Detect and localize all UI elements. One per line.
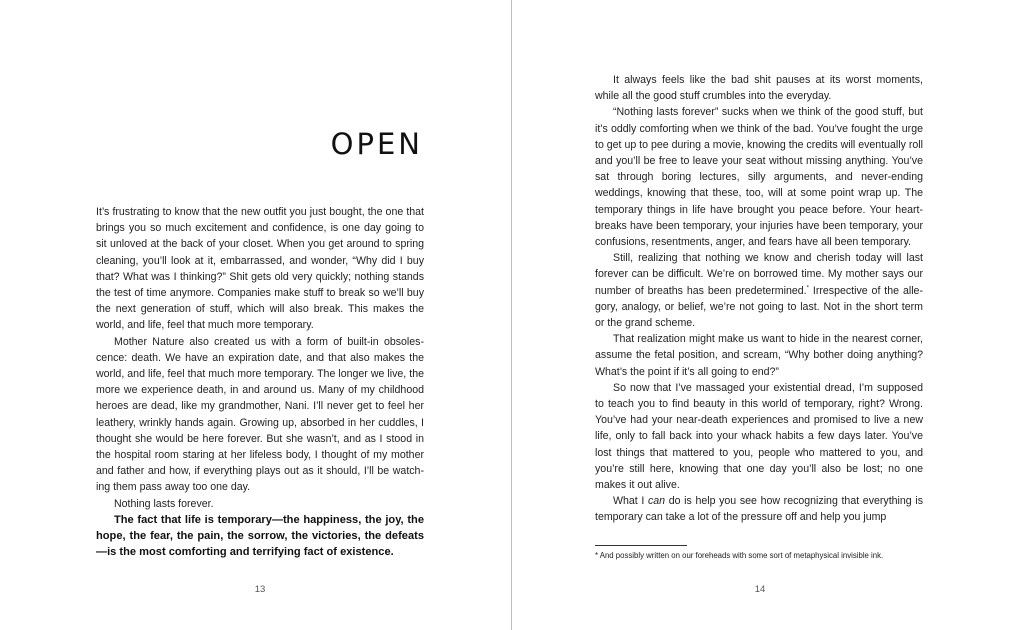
paragraph: “Nothing lasts forever” sucks when we think of the good stuff, but it’s oddly comforting when we think of the bad. You’ve fought the urge to get up to pee during a movie, knowing the credits will eventually roll and you’ll be free to leave your seat without missing anything. You’ve sat through boring lectures, silly arguments, and never-ending weddings, knowing that these, too, will at some point wrap up. The temporary things in life have brought you peace before. Your heartbreaks have been temporary, your injuries have been temporary, your confusions, resentments, anger, and fears have all been temporary.: [595, 106, 923, 249]
page-number: 13: [254, 584, 266, 595]
paragraph: Mother Nature also created us with a form of built-in obsolescence: death. We have an expiration date, and that also makes the world, and life, feel that much more temporary. The longer we live, the more we experience death, in and around us. Many of my childhood heroes are dead, like my grandmother, Nani. I’ll never get to feel her leathery, wrinkly hands again. Growing up, absorbed in her cuddles, I thought she would be here forever. But she wasn’t, and as I stood in the hospital room staring at her lifeless body, I thought of my mother and father and how, if everything plays out as it should, I’ll be watching them pass away too one day.: [96, 335, 424, 494]
page-gutter: [511, 0, 512, 630]
emphasis-paragraph: The fact that life is temporary—the happiness, the joy, the hope, the fear, the pain, the sorrow, the victories, the defeats—is the most comforting and terrifying fact of existence.: [96, 513, 424, 559]
paragraph-text: What I: [613, 495, 648, 508]
emphasized-word: can: [647, 495, 666, 508]
paragraph-text: Still, realizing that nothing we know and cherish today will last forever can be difficult. We’re on borrowed time. My mother says our number of breaths has been predetermined.: [595, 252, 923, 297]
paragraph: It always feels like the bad shit pauses at its worst moments, while all the good stuff crumbles into the everyday.: [595, 74, 923, 103]
footnote: * And possibly written on our foreheads with some sort of metaphysical invisible ink.: [595, 551, 884, 560]
paragraph: So now that I’ve massaged your existential dread, I’m supposed to teach you to find beauty in this world of temporary, right? Wrong. You’ve had your near-death experiences and promised to live a new life, only to fall back into your whack habits a few days later. You’ve lost things that mattered to you, people who mattered to you, and you’re still here, knowing that one day you’ll also be lost; no one makes it out alive.: [595, 381, 923, 492]
right-page: [513, 0, 1024, 630]
paragraph-text: Irrespective of the allegory, analogy, or belief, we’re not going to last. Not in the short term or the grand scheme.: [595, 284, 923, 330]
right-page-body: [595, 72, 923, 526]
page-number: 14: [754, 584, 766, 595]
paragraph: Nothing lasts forever.: [114, 497, 214, 510]
paragraph: [595, 250, 923, 331]
left-page: [0, 0, 511, 630]
footnote-divider: [595, 545, 687, 546]
chapter-title: OPEN: [330, 127, 423, 162]
paragraph: [595, 493, 923, 525]
paragraph: It’s frustrating to know that the new outfit you just bought, the one that brings you so much excitement and confidence, is one day going to sit unloved at the back of your closet. When you get around to spring cleaning, you’ll look at it, embarrassed, and wonder, “Why did I buy that? What was I thinking?” Shit gets old very quickly; nothing stands the test of time anymore. Companies make stuff to break so we’ll buy the next generation of stuff, which will also break. This makes the world, and life, feel that much more temporary.: [96, 206, 424, 332]
paragraph-text: do is help you see how recognizing that everything is temporary can take a lot of the pressure off and help you jump: [595, 495, 923, 524]
footnote-marker: *: [806, 285, 809, 292]
left-page-body: [96, 204, 424, 560]
paragraph: That realization might make us want to hide in the nearest corner, assume the fetal position, and scream, “Why bother doing anything? What’s the point if it’s all going to end?”: [595, 333, 923, 378]
